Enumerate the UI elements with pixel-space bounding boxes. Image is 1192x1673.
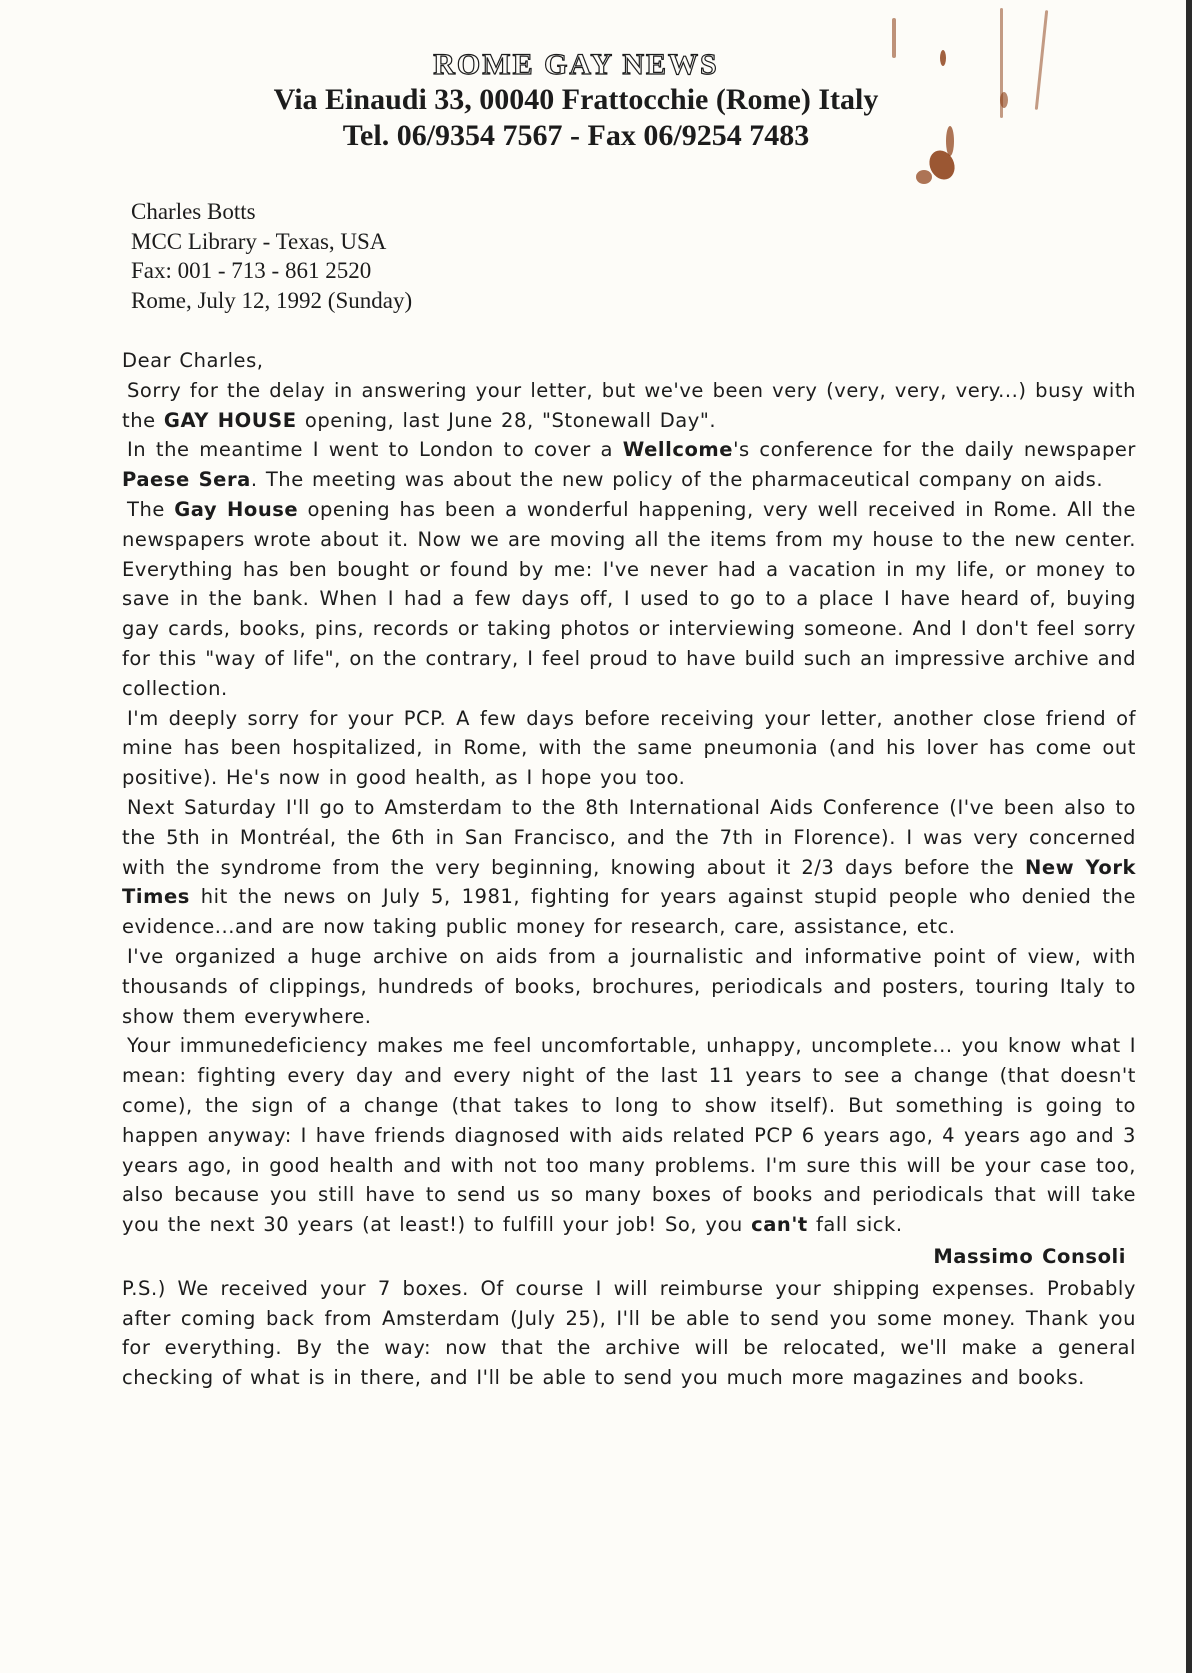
postscript: P.S.) We received your 7 boxes. Of course I will reimburse your shipping expenses. Probably after coming back from Amsterdam (July 25), I'll be able to send you some money. Thank you for everything. By the way: now that the archive will be relocated, we'll make a general checking of what is in there, and I'll be able to send you much more magazines and books.	[122, 1276, 1136, 1390]
recipient-block	[131, 197, 412, 315]
letterhead-title: ROME GAY NEWS	[433, 48, 719, 81]
recipient-name: Charles Botts	[131, 199, 256, 224]
signature: Massimo Consoli	[933, 1244, 1126, 1268]
recipient-fax: Fax: 001 - 713 - 861 2520	[131, 258, 372, 283]
paragraph-6: I've organized a huge archive on aids from a journalistic and informative point of view, with thousands of clippings, hundreds of books, brochures, periodicals and posters, touring Italy to show them everywhere.	[122, 944, 1136, 1028]
paragraph-4: I'm deeply sorry for your PCP. A few days before receiving your letter, another close friend of mine has been hospitalized, in Rome, with the same pneumonia (and his lover has come out positive). He's now in good health, as I hope you too.	[122, 706, 1136, 790]
letterhead-phone: Tel. 06/9354 7567 - Fax 06/9254 7483	[342, 119, 810, 152]
paragraph-2: In the meantime I went to London to cover a Wellcome's conference for the daily newspaper Paese Sera. The meeting was about the new policy of the pharmaceutical company on aids.	[122, 438, 1136, 492]
paragraph-7: Your immunedeficiency makes me feel uncomfortable, unhappy, uncomplete... you know what I mean: fighting every day and every night of the last 11 years to see a change (that doesn't come), the sign of a change (that takes to long to show itself). But something is going to happen anyway: I have friends diagnosed with aids related PCP 6 years ago, 4 years ago and 3 years ago, in good health and with not too many problems. I'm sure this will be your case too, also because you still have to send us so many boxes of books and periodicals that will take you the next 30 years (at least!) to fulfill your job! So, you can't fall sick.	[122, 1034, 1136, 1237]
recipient-org: MCC Library - Texas, USA	[131, 228, 387, 254]
letterhead-address: Via Einaudi 33, 00040 Frattocchie (Rome) Italy	[273, 83, 879, 116]
letter-date: Rome, July 12, 1992 (Sunday)	[131, 287, 413, 313]
paragraph-5: Next Saturday I'll go to Amsterdam to the 8th International Aids Conference (I've been also to the 5th in Montréal, the 6th in San Francisco, and the 7th in Florence). I was very concerned with the syndrome from the very beginning, knowing about it 2/3 days before the New York Times hit the news on July 5, 1981, fighting for years against stupid people who denied the evidence...and are now taking public money for research, care, assistance, etc.	[122, 795, 1137, 939]
letterhead	[0, 48, 1192, 154]
paragraph-1: Sorry for the delay in answering your letter, but we've been very (very, very, very...) busy with the GAY HOUSE opening, last June 28, "Stonewall Day".	[122, 378, 1136, 432]
paragraph-3: The Gay House opening has been a wonderful happening, very well received in Rome. All the newspapers wrote about it. Now we are moving all the items from my house to the new center. Everything has ben bought or found by me: I've never had a vacation in my life, or money to save in the bank. When I had a few days off, I used to go to a place I have heard of, buying gay cards, books, pins, records or taking photos or interviewing someone. And I don't feel sorry for this "way of life", on the contrary, I feel proud to have build such an impressive archive and collection.	[122, 497, 1136, 700]
salutation: Dear Charles,	[122, 349, 264, 372]
letter-body	[122, 346, 1136, 1393]
